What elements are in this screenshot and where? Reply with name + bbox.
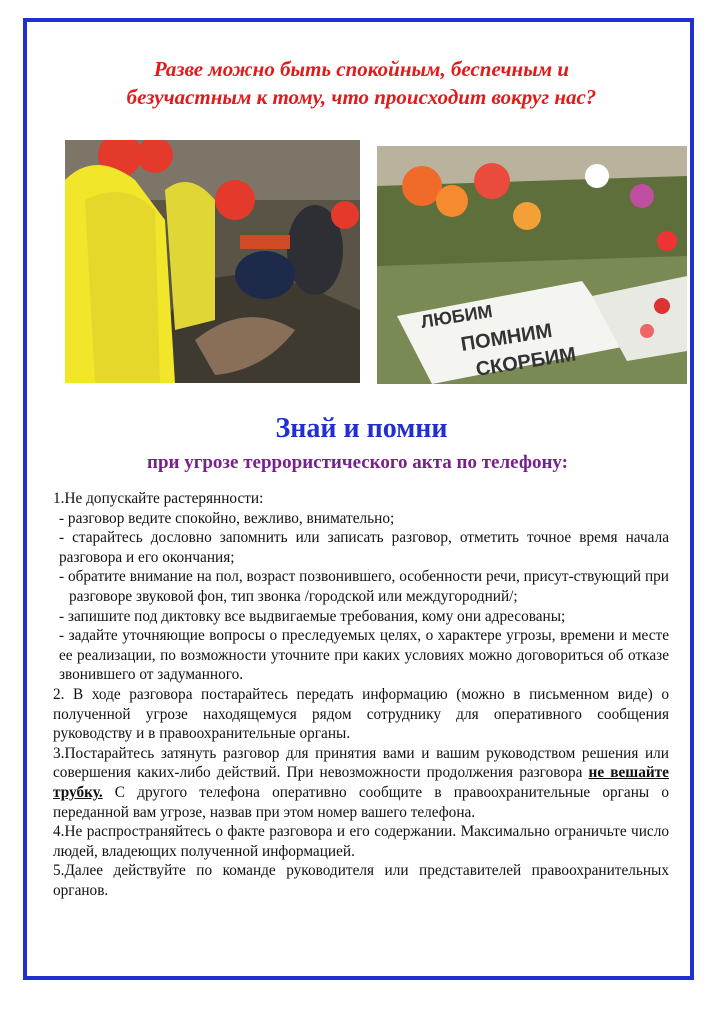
- instructions-body: [53, 489, 669, 900]
- rescue-scene-illustration: [65, 140, 360, 383]
- bullet-5: - задайте уточняющие вопросы о преследуемых целях, о характере угрозы, времени и месте ее реализации, по возможности уточните при каких условиях можно договориться об отказе звонившего от задуманного.: [59, 627, 669, 684]
- bullet-2: - старайтесь дословно запомнить или записать разговор, отметить точное время начала разговора и его окончания;: [59, 529, 669, 566]
- rescue-workers-photo: [65, 140, 360, 383]
- page-title: Знай и помни: [275, 413, 448, 444]
- sign-word-3: СКОРБИМ: [474, 343, 578, 381]
- page-heading: [30, 55, 693, 111]
- heading-line-2: безучастным к тому, что происходит вокруг нас?: [126, 85, 597, 109]
- memorial-scene-illustration: [377, 146, 687, 384]
- item-3-text-start: 3.Постарайтесь затянуть разговор для принятия вами и вашим руководством решения или совершения каких-либо действий. При невозможности продолжения разговора: [53, 744, 669, 782]
- sign-word-2: ПОМНИМ: [459, 319, 554, 356]
- bullet-3: - обратите внимание на пол, возраст позвонившего, особенности речи, присут-ствующий при разговоре звуковой фон, тип звонка /городской или междугородний/;: [59, 568, 669, 605]
- memorial-flowers-photo: [377, 146, 687, 384]
- item-1: 1.Не допускайте растерянности:: [53, 490, 264, 507]
- bullet-4: - запишите под диктовку все выдвигаемые требования, кому они адресованы;: [59, 607, 566, 625]
- item-5: 5.Далее действуйте по команде руководителя или представителей правоохранительных органов.: [53, 862, 669, 899]
- heading-line-1: Разве можно быть спокойным, беспечным и: [153, 57, 570, 81]
- page-subtitle: при угрозе террористического акта по телефону:: [147, 452, 568, 473]
- item-3: [53, 744, 669, 822]
- item-3-text-end: С другого телефона оперативно сообщите в правоохранительные органы о переданной вам угрозе, назвав при этом номер вашего телефона.: [53, 783, 669, 821]
- item-3-emphasis: не вешайте трубку.: [53, 764, 669, 801]
- item-4: 4.Не распространяйтесь о факте разговора и его содержании. Максимально ограничьте число людей, владеющих полученной информацией.: [53, 823, 669, 860]
- item-2: 2. В ходе разговора постарайтесь передать информацию (можно в письменном виде) о полученной угрозе находящемуся рядом сотруднику для оперативного сообщения руководству и в правоохранительные органы.: [53, 685, 669, 743]
- bullet-1: - разговор ведите спокойно, вежливо, внимательно;: [59, 509, 395, 527]
- sign-word-1: ЛЮБИМ: [419, 300, 494, 332]
